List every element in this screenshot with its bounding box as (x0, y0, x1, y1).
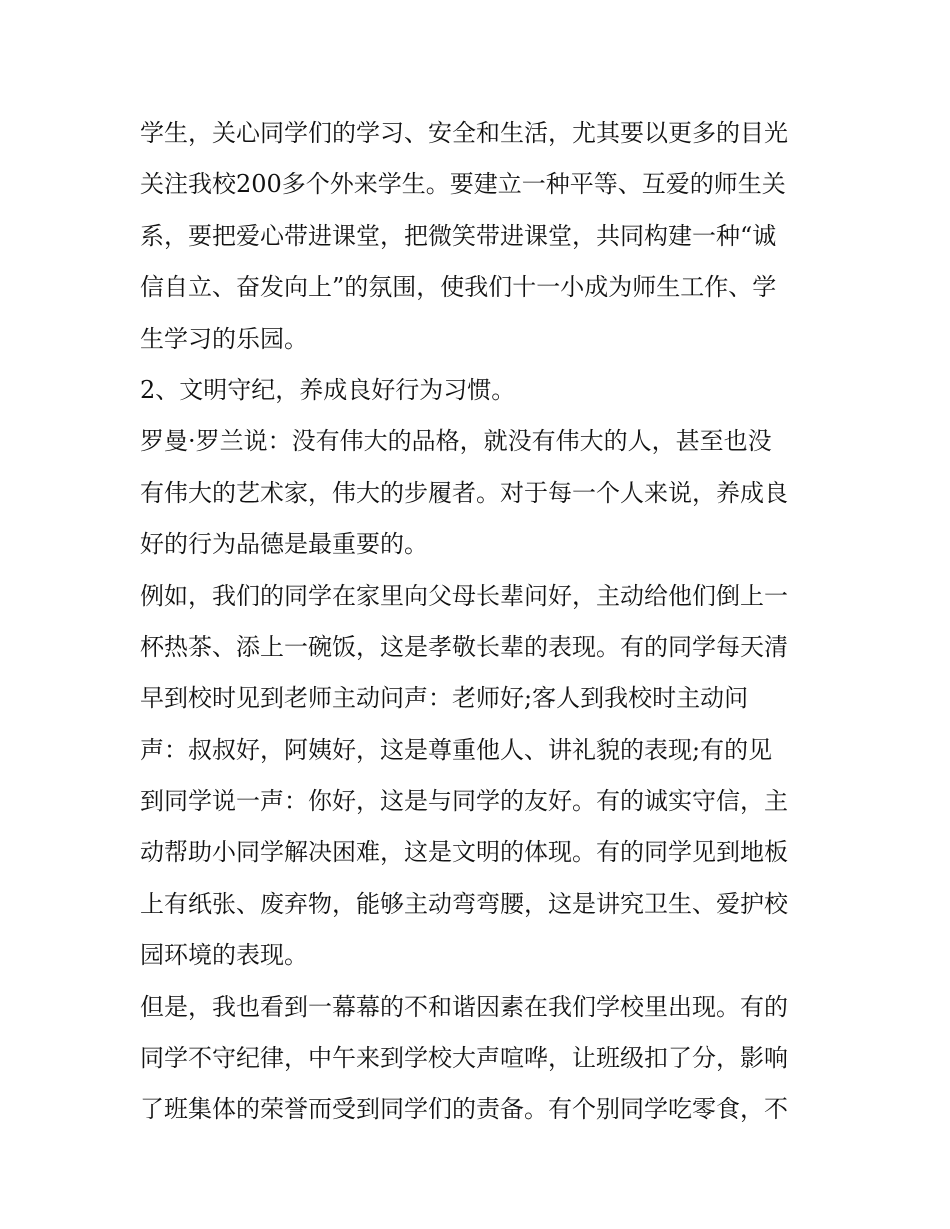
text-line: 声：叔叔好，阿姨好，这是尊重他人、讲礼貌的表现;有的见 (140, 735, 773, 764)
text-line: 同学不守纪律，中午来到学校大声喧哗，让班级扣了分，影响 (140, 1044, 788, 1073)
text-line: 早到校时见到老师主动问声：老师好;客人到我校时主动问 (140, 684, 749, 713)
text-line: 动帮助小同学解决困难，这是文明的体现。有的同学见到地板 (140, 838, 788, 867)
text-line: 到同学说一声：你好，这是与同学的友好。有的诚实守信，主 (140, 787, 788, 816)
text-line: 系，要把爱心带进课堂，把微笑带进课堂，共同构建一种“诚 (140, 221, 777, 250)
text-line: 上有纸张、废弃物，能够主动弯弯腰，这是讲究卫生、爱护校 (140, 889, 788, 918)
text-line: 信自立、奋发向上”的氛围，使我们十一小成为师生工作、学 (140, 273, 777, 302)
text-line: 杯热茶、添上一碗饭，这是孝敬长辈的表现。有的同学每天清 (140, 632, 788, 661)
text-line: 了班集体的荣誉而受到同学们的责备。有个别同学吃零食，不 (140, 1095, 788, 1124)
text-line: 好的行为品德是最重要的。 (140, 530, 428, 559)
text-line: 但是，我也看到一幕幕的不和谐因素在我们学校里出现。有的 (140, 992, 788, 1021)
text-line: 园环境的表现。 (140, 941, 308, 970)
text-line: 学生，关心同学们的学习、安全和生活，尤其要以更多的目光 (140, 119, 788, 147)
section-heading: 2、文明守纪，养成良好行为习惯。 (140, 375, 516, 404)
text-line: 关注我校200多个外来学生。要建立一种平等、互爱的师生关 (140, 170, 786, 199)
text-line: 罗曼·罗兰说：没有伟大的品格，就没有伟大的人，甚至也没 (140, 427, 772, 456)
text-line: 生学习的乐园。 (140, 324, 308, 353)
body-text (140, 108, 820, 1136)
text-line: 有伟大的艺术家，伟大的步履者。对于每一个人来说，养成良 (140, 478, 788, 507)
text-line: 例如，我们的同学在家里向父母长辈问好，主动给他们倒上一 (140, 581, 788, 610)
